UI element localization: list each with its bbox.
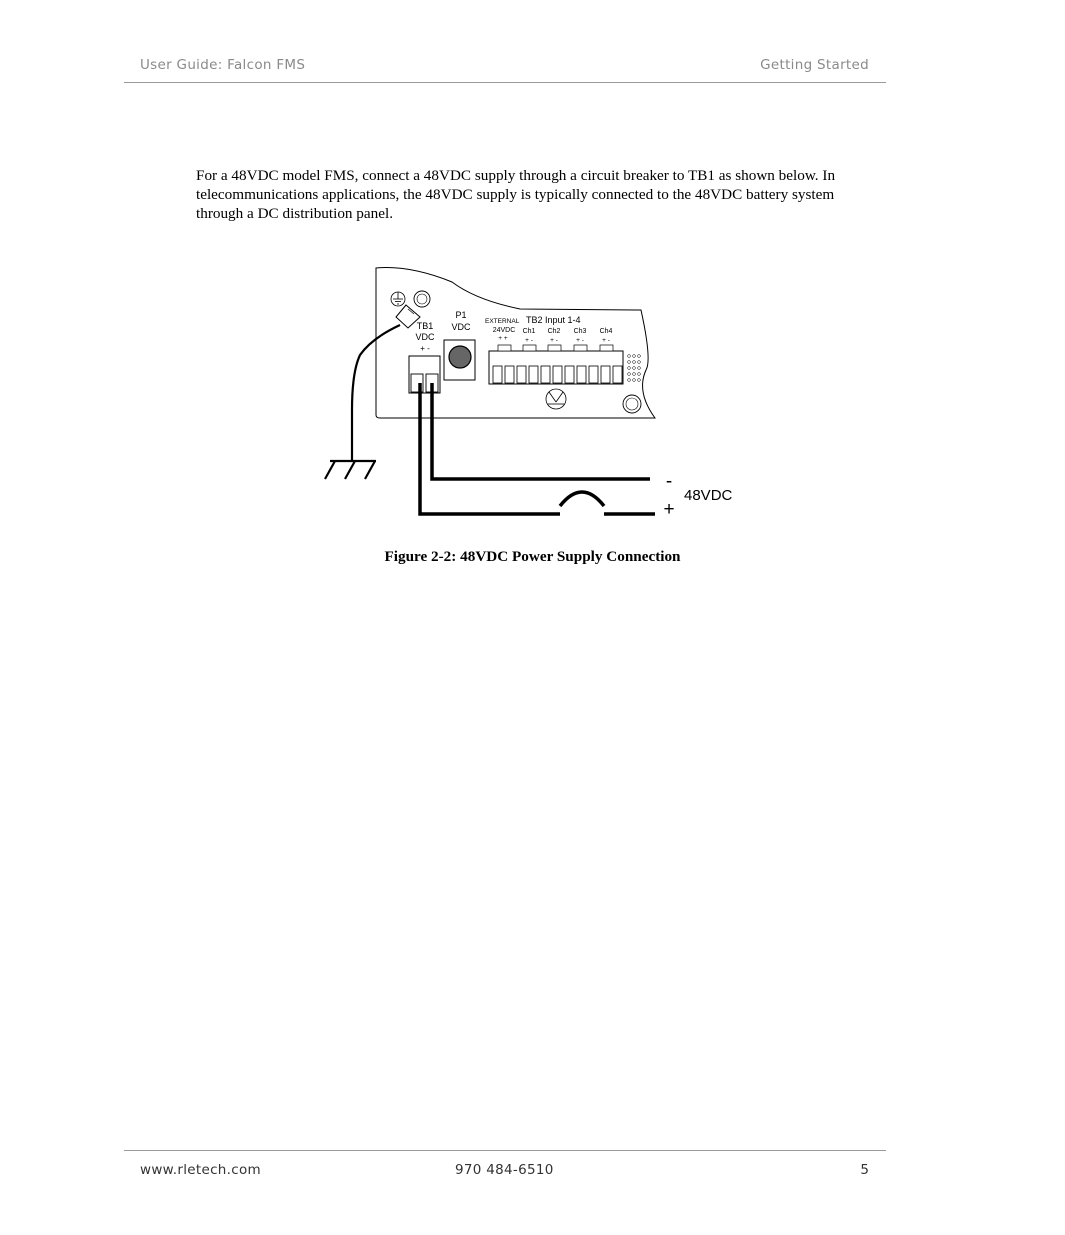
header-section-title: Getting Started [760,57,869,73]
tb2-label: TB2 Input 1-4 [526,315,581,325]
tb1-label: TB1 [416,321,434,331]
page-header [124,56,886,83]
ch2-label: Ch2 [547,328,561,335]
tb2-terminal-block [489,345,623,384]
page-footer [124,1150,886,1181]
ch2-polarity-label: + - [550,337,558,344]
tb1-terminal-block [409,356,440,393]
circuit-breaker-icon [560,492,604,506]
positive-wire [420,383,560,514]
ch4-polarity-label: + - [602,337,610,344]
supply-voltage-label: 48VDC [684,487,733,504]
ch1-polarity-label: + - [525,337,533,344]
signal-ground-icon [546,389,566,409]
header-doc-title: User Guide: Falcon FMS [140,57,306,73]
chassis-ground-icon [391,292,405,306]
footer-phone: 970 484-6510 [455,1162,554,1178]
footer-page-number: 5 [860,1162,869,1178]
device-outline [376,268,655,418]
tb1-polarity-label: + - [420,344,430,353]
ch1-label: Ch1 [522,328,536,335]
ext-24vdc-label: 24VDC [492,327,516,334]
external-label: EXTERNAL [485,318,520,325]
power-connection-diagram [300,250,733,540]
ext-polarity-label: + + [498,335,508,342]
earth-ground-icon [325,461,376,479]
footer-website: www.rletech.com [140,1162,261,1178]
tb1-vdc-label: VDC [415,332,435,342]
ground-screw-icon [414,291,430,307]
mounting-screw-icon [623,395,641,413]
p1-dc-jack [444,340,475,380]
ch3-polarity-label: + - [576,337,584,344]
negative-terminal-sign: - [665,471,673,492]
p1-label: P1 [455,310,467,320]
p1-vdc-label: VDC [451,322,471,332]
figure-caption: Figure 2-2: 48VDC Power Supply Connection [384,548,681,565]
ch3-label: Ch3 [573,328,587,335]
connector-pin-grid [628,355,641,382]
body-paragraph: For a 48VDC model FMS, connect a 48VDC supply through a circuit breaker to TB1 as shown below. In telecommunications applications, the 48VDC supply is typically connected to the 48VDC battery system through a DC distribution panel. [196,167,836,222]
positive-terminal-sign: + [663,499,675,520]
ch4-label: Ch4 [599,328,613,335]
negative-wire [432,383,650,479]
